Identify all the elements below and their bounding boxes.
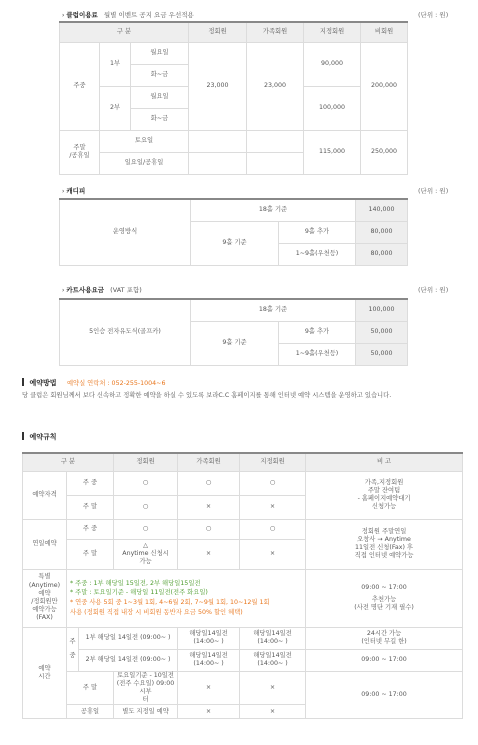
table-row: 공휴일 별도 지정일 예약 × × — [23, 705, 463, 719]
rules-table — [22, 452, 463, 719]
caddie-title: 캐디피 — [66, 187, 86, 195]
arrow-right-icon: › — [62, 287, 65, 294]
table-row: 9홀 기준 9홀 추가 50,000 — [60, 321, 408, 343]
table-row: 구 분 정회원 가족회원 지정회원 비회원 — [60, 22, 408, 42]
reservation-rules-heading — [22, 432, 57, 442]
table-row: 2부 월요일 100,000 — [60, 86, 408, 108]
table-row: 주중 1부 월요일 23,000 23,000 90,000 200,000 — [60, 42, 408, 64]
table-row: 화~금 — [60, 108, 408, 130]
club-fee-note: 월별 이벤트 공지 요금 우선적용 — [103, 11, 194, 19]
table-row: 주 말 토요일기준 - 10일전 (전주 수요일) 09:00시부 터 × × 09:00 ~ 17:00 — [23, 671, 463, 705]
reservation-method-heading — [22, 378, 165, 388]
caddie-heading — [62, 186, 85, 195]
table-row: 1~9홀(우천등) 50,000 — [60, 343, 408, 365]
arrow-right-icon: › — [62, 12, 65, 19]
table-row: 주 말 △ Anytime 신청시 가능 × × — [23, 539, 463, 569]
table-row: 예약 시간 주 중 1부 해당일 14일전 (09:00~ ) 해당일14일전 (14:00~ ) 해당일14일전 (14:00~ ) 24시간 가능 (인터넷 무길 한) — [23, 627, 463, 649]
cart-title: 카트사용요금 — [66, 286, 105, 294]
table-row: 주말 /공휴일 토요일 115,000 250,000 — [60, 130, 408, 152]
caddie-table — [59, 198, 408, 266]
cart-table — [59, 298, 408, 366]
club-fee-title: 클럽이용료 — [66, 11, 98, 19]
table-row: 화~금 — [60, 64, 408, 86]
table-row: 특별(Anytime) 예약 /정회원만 예약가능 (FAX) * 주중 : 1부 해당일 15일전, 2부 해당일15일전 * 주말 : 토요일기준 - 해당일 11일전(전주 화요일) * 연중 사용 5회 중 1~3월 1회, 4~6월 2회, 7~9월 1회, 10~12월 1회 사용 (정회원 직접 내장 시 비회원 동반자 요금 50% 할인 혜택) 09:00 ~ 17:00 추천가능 (사전 명단 기재 필수) — [23, 569, 463, 627]
table-row: 예약자격 주 중 ○ ○ ○ 가족,지정회원 주말 잔여팀 - 홈페이지예약대기 신청가능 — [23, 471, 463, 495]
table-row: 주 말 ○ × × — [23, 495, 463, 519]
reservation-rules-title: 예약규칙 — [29, 433, 57, 441]
reservation-contact: 예약실 연락처 : 052-255-1004~6 — [66, 380, 166, 387]
table-row: 5인승 전자유도식(골프카) 18홀 기준 100,000 — [60, 299, 408, 321]
club-fee-table — [59, 21, 408, 175]
table-row: 2부 해당일 14일전 (09:00~ ) 해당일14일전 (14:00~ ) 해당일14일전 (14:00~ ) 09:00 ~ 17:00 — [23, 649, 463, 671]
caddie-unit: (단위 : 원) — [418, 187, 449, 195]
table-row: 9홀 기준 9홀 추가 80,000 — [60, 221, 408, 243]
table-row: 운영방식 18홀 기준 140,000 — [60, 199, 408, 221]
table-row: 1~9홀(우천등) 80,000 — [60, 243, 408, 265]
cart-heading — [62, 285, 142, 294]
table-row: 구 분 정회원 가족회원 지정회원 비 고 — [23, 453, 463, 471]
cart-unit: (단위 : 원) — [418, 286, 449, 294]
club-fee-unit: (단위 : 원) — [418, 11, 449, 19]
cart-note: (VAT 포함) — [110, 286, 142, 294]
table-row: 연일예약 주 중 ○ ○ ○ 정회원 주말연일 오창사 → Anytime 11일전 신청(Fax) 후 직접 인터넷 예약가능 — [23, 519, 463, 539]
arrow-right-icon: › — [62, 188, 65, 195]
reservation-method-desc: 당 클럽은 회원님께서 보다 신속하고 정확한 예약을 하실 수 있도록 보라C.C 홈페이지를 통해 인터넷 예약 시스템을 운영하고 있습니다. — [22, 392, 392, 399]
table-row: 일요일/공휴일 — [60, 152, 408, 174]
reservation-method-title: 예약방법 — [29, 379, 57, 387]
club-fee-heading — [62, 10, 194, 19]
